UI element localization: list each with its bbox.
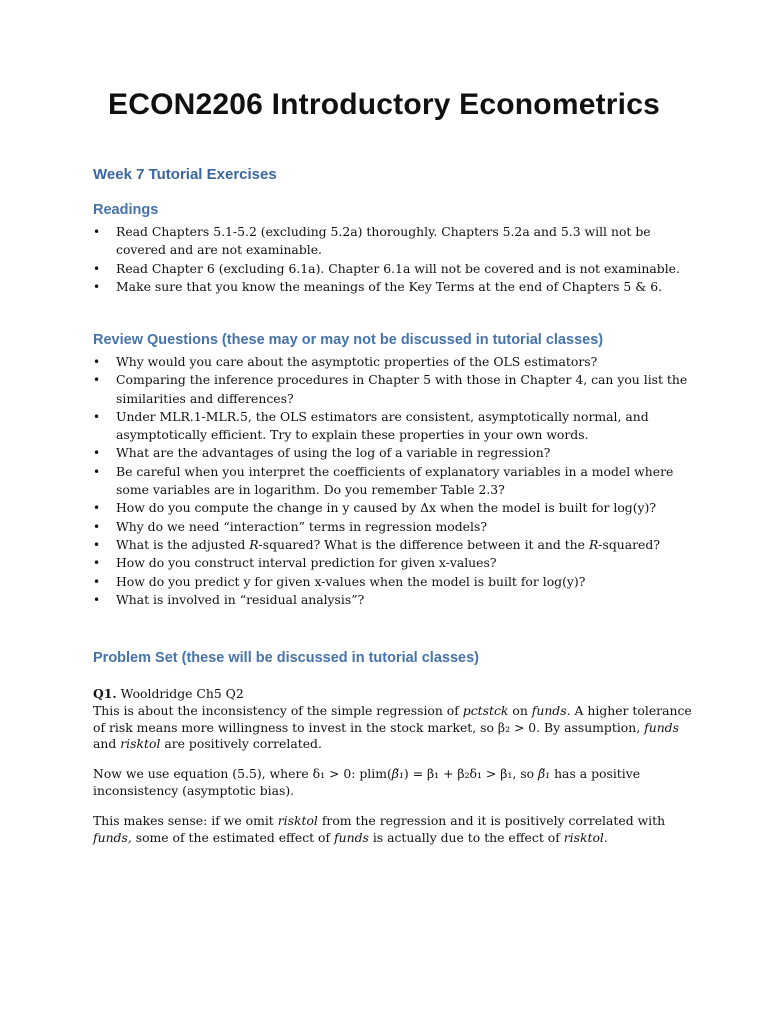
readings-heading: Readings [93, 202, 159, 218]
q1-block [93, 686, 693, 753]
q1-label: Q1. [93, 686, 117, 701]
list-item: • Be careful when you interpret the coefficients of explanatory variables in a model where some variables are in logarithm. Do you remember Table 2.3? [93, 463, 693, 500]
week-heading: Week 7 Tutorial Exercises [93, 166, 277, 183]
list-item: • Comparing the inference procedures in Chapter 5 with those in Chapter 4, can you list the similarities and differences? [93, 371, 693, 408]
text-run-italic: β̃₁ [391, 766, 404, 781]
text-run: Now we use equation (5.5), where δ₁ > 0: plim( [93, 766, 392, 781]
list-item: • What is involved in “residual analysis”? [93, 591, 693, 609]
text-run: This makes sense: if we omit [93, 813, 278, 828]
q1-title [93, 686, 693, 703]
text-run-italic: β̃₁ [538, 766, 551, 781]
list-item: • Why would you care about the asymptotic properties of the OLS estimators? [93, 353, 693, 371]
q1-paragraph-2 [93, 766, 693, 800]
problem-set-heading: Problem Set (these will be discussed in tutorial classes) [93, 650, 479, 666]
q1-paragraph-1 [93, 703, 693, 753]
list-item: • What are the advantages of using the log of a variable in regression? [93, 444, 693, 462]
text-run: -squared? What is the difference between it and the [258, 536, 589, 552]
text-run-italic: R [588, 536, 599, 552]
text-run-italic: funds [644, 719, 679, 735]
text-run-italic: funds [334, 829, 369, 845]
text-run-italic: funds, [93, 829, 132, 845]
list-item: • How do you construct interval prediction for given x-values? [93, 554, 693, 572]
text-run-italic: risktol [563, 829, 604, 845]
text-run: ) = β₁ + β₂δ₁ > β₁, so [403, 766, 538, 781]
list-item: • Why do we need “interaction” terms in regression models? [93, 518, 693, 536]
text-run: What is the adjusted [116, 536, 250, 552]
text-run: from the regression and it is positively correlated with [317, 813, 666, 828]
text-run: . [603, 829, 608, 845]
list-item: • Make sure that you know the meanings of the Key Terms at the end of Chapters 5 & 6. [93, 278, 693, 296]
text-run-italic: risktol [277, 813, 318, 828]
text-run: and [93, 736, 121, 752]
text-run-italic: risktol [120, 736, 161, 752]
text-run-italic: pctstck [462, 702, 509, 718]
text-run: has a positive inconsistency (asymptotic bias). [93, 766, 641, 798]
text-run-italic: R [249, 536, 259, 552]
text-run: This is about the inconsistency of the simple regression of [93, 702, 463, 718]
list-item: • Read Chapters 5.1-5.2 (excluding 5.2a) thoroughly. Chapters 5.2a and 5.3 will not be covered and are not examinable. [93, 223, 693, 260]
text-run: some of the estimated effect of [131, 829, 335, 845]
list-item: • Read Chapter 6 (excluding 6.1a). Chapter 6.1a will not be covered and is not examinable. [93, 260, 693, 278]
text-run: . A higher tolerance of risk means more willingness to invest in the stock market, so β₂ > 0. By assumption, [93, 702, 692, 735]
list-item: • Under MLR.1-MLR.5, the OLS estimators are consistent, asymptotically normal, and asymptotically efficient. Try to explain these properties in your own words. [93, 408, 693, 445]
q1-source: Wooldridge Ch5 Q2 [116, 686, 244, 701]
text-run: are positively correlated. [160, 736, 322, 752]
page-title: ECON2206 Introductory Econometrics [108, 88, 660, 121]
review-list [93, 353, 693, 609]
list-item: • How do you predict y for given x-values when the model is built for log(y)? [93, 573, 693, 591]
review-heading: Review Questions (these may or may not be discussed in tutorial classes) [93, 332, 604, 348]
list-item [93, 536, 693, 554]
text-run: -squared? [598, 536, 660, 552]
q1-paragraph-3 [93, 813, 693, 847]
list-item: • How do you compute the change in y caused by Δx when the model is built for log(y)? [93, 499, 693, 517]
readings-list [93, 223, 693, 296]
text-run: is actually due to the effect of [368, 829, 564, 845]
text-run-italic: funds [531, 702, 567, 718]
text-run: on [508, 702, 532, 718]
